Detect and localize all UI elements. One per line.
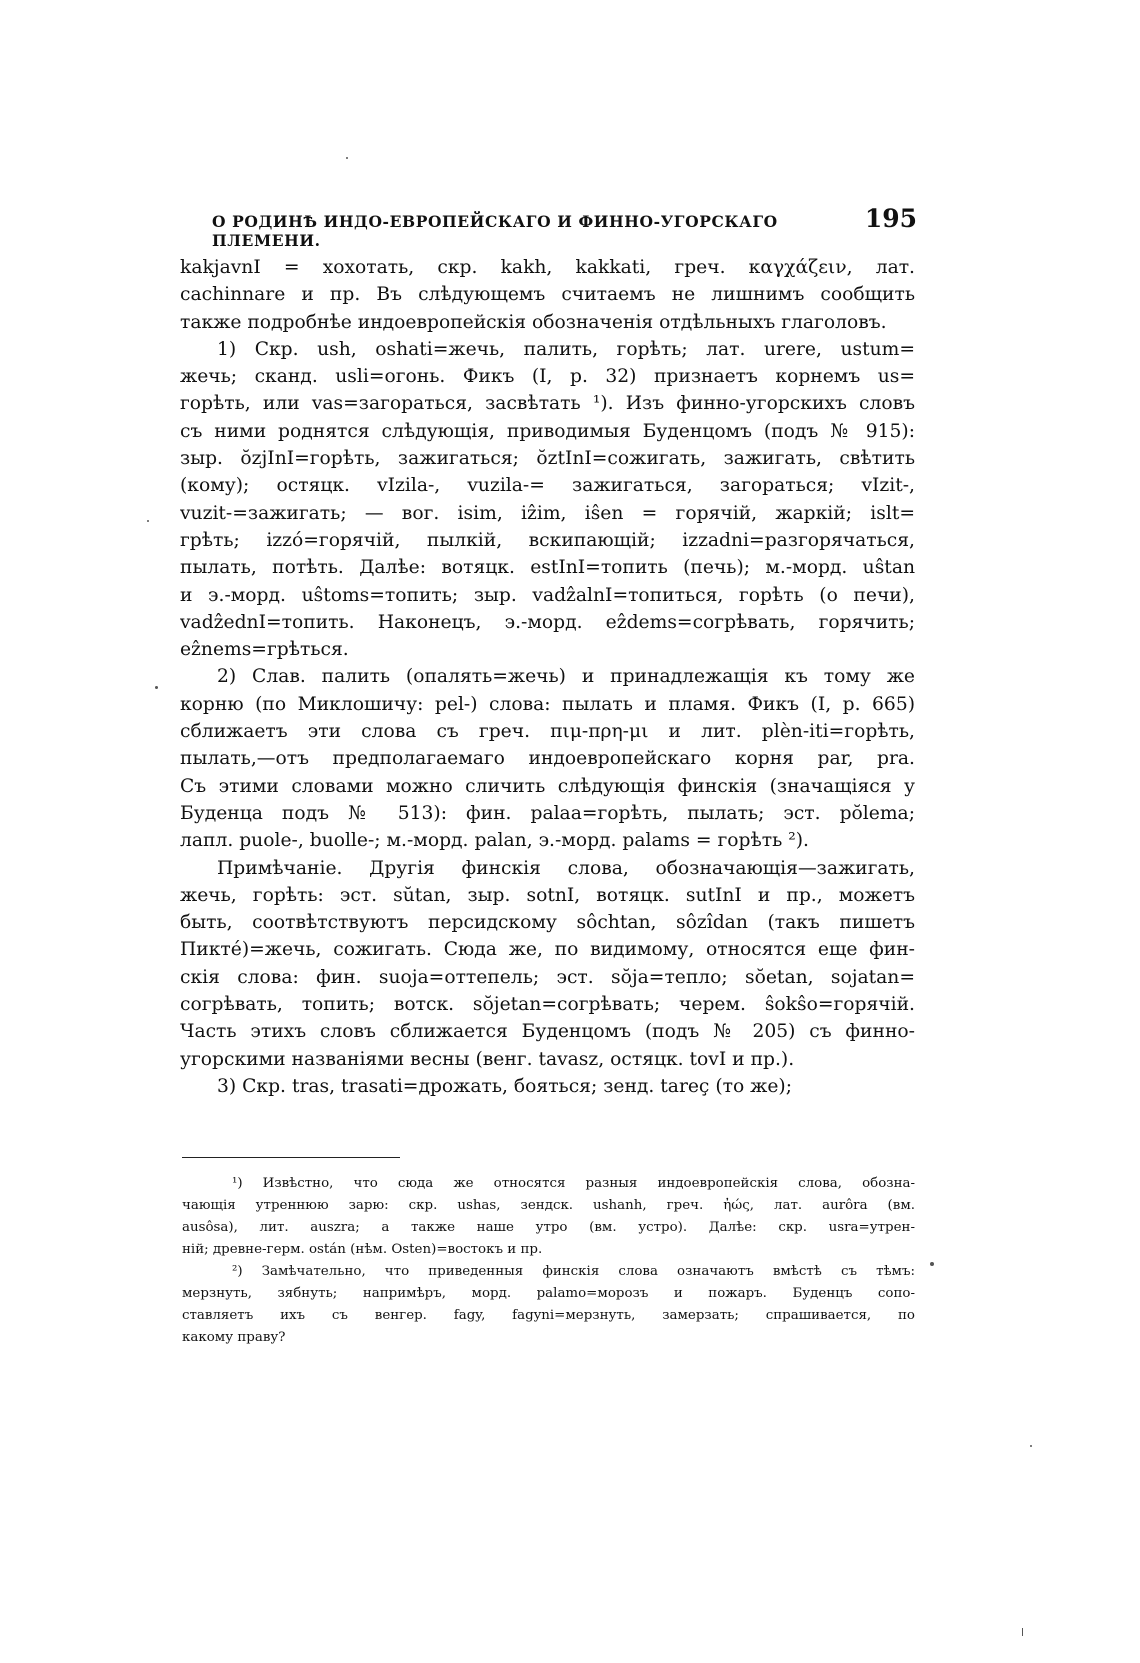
body-line: зыр. ŏzjInI=горѣть, зажигаться; ŏztInI=сожигать, зажигать, свѣтить [180,448,915,470]
footnote-line: ²) Замѣчательно, что приведенныя финскія слова означаютъ вмѣстѣ съ тѣмъ: [232,1264,915,1279]
body-line: Примѣчаніе. Другія финскія слова, обозначающія—зажигать, [217,857,915,879]
body-line: 1) Скр. ush, oshati=жечь, палить, горѣть; лат. urere, ustum= [217,338,915,360]
scan-speck [1030,1445,1032,1447]
body-line: vuzit-=зажигать; — вог. isim, iẑim, iŝen = горячій, жаркій; islt= [180,502,915,524]
body-line: (кому); остяцк. vIzila-, vuzila-= зажигаться, загораться; vIzit-, [180,475,915,497]
footnote-line: ній; древне-герм. ostán (нѣм. Osten)=востокъ и пр. [182,1242,543,1257]
body-line: согрѣвать, топить; вотск. sŏjetan=согрѣвать; черем. ŝokŝo=горячій. [180,994,915,1016]
body-line: лапл. puole-, buolle-; м.-морд. palan, э.-морд. palams = горѣть ²). [180,830,809,852]
body-line: горѣть, или vas=загораться, засвѣтать ¹). Изъ финно-угорскихъ словъ [180,393,915,415]
body-line: скія слова: фин. suoja=оттепель; эст. sŏja=тепло; sŏetan, sojatan= [180,966,915,988]
body-line: Часть этихъ словъ сближается Буденцомъ (подъ № 205) съ финно- [180,1021,915,1043]
body-line: грѣть; izzó=горячій, пылкій, вскипающій; izzadni=разгорячаться, [180,529,915,551]
body-line: 3) Скр. tras, trasati=дрожать, бояться; зенд. tareç (то же); [217,1075,792,1097]
body-line: Пиктé)=жечь, сожигать. Сюда же, по видимому, относятся еще фин- [180,939,915,961]
body-line: съ ними роднятся слѣдующія, приводимыя Буденцомъ (подъ № 915): [180,420,915,442]
footnotes [182,1173,915,1349]
body-line: корню (по Миклошичу: pel-) слова: пылать и пламя. Фикъ (I, p. 665) [180,693,915,715]
body-line: cachinnare и пр. Въ слѣдующемъ считаемъ не лишнимъ сообщить [180,284,915,306]
scan-speck [147,520,149,522]
body-line: kakjavnI = хохотать, скр. kakh, kakkati, греч. καγχάζειν, лат. [180,257,915,278]
footnote-line: ¹) Извѣстно, что сюда же относятся разныя индоевропейскія слова, обозна- [232,1176,915,1191]
body-line: пылать, потѣть. Далѣе: вотяцк. estInI=топить (печь); м.-морд. uŝtan [180,557,915,579]
scan-speck [346,157,348,159]
body-line: Буденца подъ № 513): фин. palaa=горѣть, пылать; эст. pŏlema; [180,802,915,824]
footnote-line: чающія утреннюю зарю: скр. ushas, зендск. ushanh, греч. ἠώς, лат. aurôra (вм. [182,1198,915,1213]
scan-speck [1022,1628,1023,1636]
footnote-separator [182,1157,400,1158]
page-number: 195 [864,204,917,233]
page-header [212,204,917,250]
footnote-line: ставляетъ ихъ съ венгер. fagy, fagyni=мерзнуть, замерзать; спрашивается, по [182,1308,915,1323]
body-text [180,254,915,1100]
body-line: vadẑednI=топить. Наконецъ, э.-морд. eẑdems=согрѣвать, горячить; [180,611,915,633]
body-line: также подробнѣе индоевропейскія обозначенія отдѣльныхъ глаголовъ. [180,311,887,333]
body-line: быть, соотвѣтствуютъ персидскому sôchtan, sôzîdan (такъ пишетъ [180,912,915,934]
body-line: пылать,—отъ предполагаемаго индоевропейскаго корня par, pra. [180,748,915,770]
scan-speck [155,686,158,689]
body-line: Съ этими словами можно сличить слѣдующія финскія (значащіяся у [180,775,915,797]
running-head: О РОДИНѢ ИНДО-ЕВРОПЕЙСКАГО И ФИННО-УГОРСКАГО ПЛЕМЕНИ. [212,212,778,250]
footnote-line: какому праву? [182,1330,286,1345]
body-line: 2) Слав. палить (опалять=жечь) и принадлежащія къ тому же [217,666,915,688]
body-line: сближаетъ эти слова съ греч. πιμ-πρη-μι и лит. plèn-iti=горѣть, [180,721,915,743]
footnote-line: ausôsa), лит. auszra; а также наше утро (вм. устро). Далѣе: скр. usra=утрен- [182,1220,915,1235]
body-line: и э.-морд. uŝtoms=топить; зыр. vadẑalnI=топиться, горѣть (о печи), [180,584,915,606]
body-line: eẑnems=грѣться. [180,639,349,661]
footnote-line: мерзнуть, зябнуть; напримѣръ, морд. palamo=морозъ и пожаръ. Буденцъ сопо- [182,1286,915,1301]
body-line: жечь; сканд. usli=огонь. Фикъ (I, p. 32) признаетъ корнемъ us= [180,366,915,388]
body-line: жечь, горѣть: эст. sŭtan, зыр. sotnI, вотяцк. sutInI и пр., можетъ [180,884,915,906]
scan-speck [930,1262,934,1266]
body-line: угорскими названіями весны (венг. tavasz, остяцк. tovI и пр.). [180,1048,795,1070]
